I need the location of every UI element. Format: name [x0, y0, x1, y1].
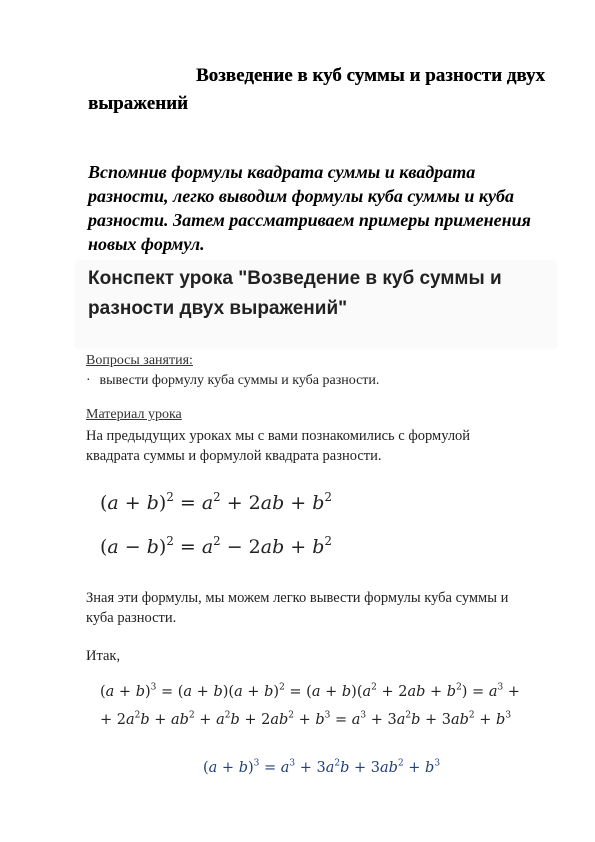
bullet-mark: · — [86, 373, 91, 388]
conspect-title-block — [76, 262, 556, 348]
cube-derivation-line-1: $(a + b)^3 = (a + b)(a + b)^2 = (a + b)(a^2 + 2ab + b^2) = a^3$ + — [100, 682, 520, 700]
question-text: вывести формулу куба суммы и куба разности. — [99, 373, 380, 388]
questions-label: Вопросы занятия: — [86, 353, 193, 368]
material-label: Материал урока — [86, 407, 182, 422]
cube-of-sum-formula: $(a + b)^3 = a^3 + 3a^2b + 3ab^2 + b^3$ — [203, 758, 441, 776]
intro-paragraph: Вспомнив формулы квадрата суммы и квадрата разности, легко выводим формулы куба суммы и куба разности. Затем рассматриваем примеры применения новых формул. — [88, 162, 531, 254]
document-title: Возведение в куб суммы и разности двух выражений — [88, 65, 545, 114]
material-paragraph: На предыдущих уроках мы с вами познакомились с формулой квадрата суммы и формулой квадрата разности. — [86, 428, 471, 464]
knowing-paragraph: Зная эти формулы, мы можем легко вывести формулы куба суммы и куба разности. — [86, 590, 509, 626]
square-of-difference-formula: $(a - b)^2 = a^2 - 2ab + b^2$ — [100, 533, 332, 558]
square-of-sum-formula: $(a + b)^2 = a^2 + 2ab + b^2$ — [100, 489, 332, 514]
conspect-title: Конспект урока "Возведение в куб суммы и разности двух выражений" — [88, 268, 502, 319]
itak-text: Итак, — [86, 648, 121, 664]
question-item — [86, 372, 379, 390]
cube-derivation-line-2: + $2a^2b + ab^2 + a^2b + 2ab^2 + b^3 = a^3 + 3a^2b + 3ab^2 + b^3$ — [100, 710, 512, 728]
